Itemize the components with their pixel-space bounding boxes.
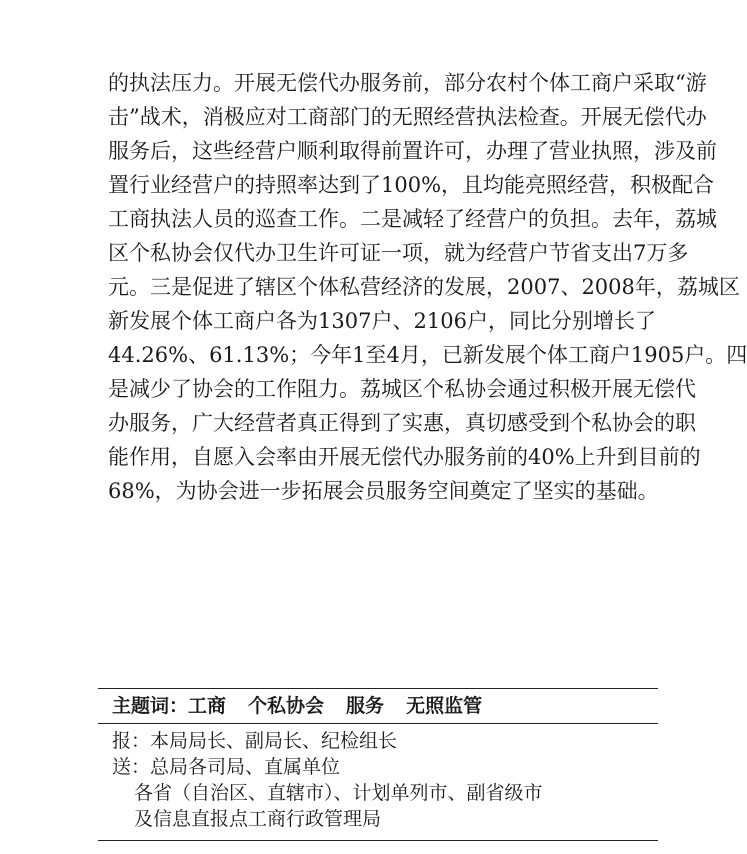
body-line: 68%，为协会进一步拓展会员服务空间奠定了坚实的基础。: [108, 479, 659, 503]
subject-term: 服务: [346, 695, 385, 717]
body-line: 是减少了协会的工作阻力。荔城区个私协会通过积极开展无偿代: [108, 377, 696, 401]
body-text: [108, 66, 747, 508]
subject-term: 无照监管: [406, 695, 483, 717]
body-line: 元。三是促进了辖区个体私营经济的发展，2007、2008年，荔城区: [108, 275, 740, 299]
body-line: 办服务，广大经营者真正得到了实惠，真切感受到个私协会的职: [108, 411, 696, 435]
body-line: 工商执法人员的巡查工作。二是减轻了经营户的负担。去年，荔城: [108, 207, 717, 231]
document-footer: [98, 688, 658, 841]
send-to-line: 送：总局各司局、直属单位: [112, 756, 341, 778]
subject-terms: [98, 689, 658, 723]
body-line: 服务后，这些经营户顺利取得前置许可，办理了营业执照，涉及前: [108, 139, 717, 163]
send-to-continuation: 各省（自治区、直辖市）、计划单列市、副省级市: [134, 782, 543, 804]
body-line: 置行业经营户的持照率达到了100%，且均能亮照经营，积极配合: [108, 173, 715, 197]
body-line: 的执法压力。开展无偿代办服务前，部分农村个体工商户采取“游: [108, 71, 707, 95]
body-line: 击”战术，消极应对工商部门的无照经营执法检查。开展无偿代办: [108, 105, 707, 129]
body-line: 能作用，自愿入会率由开展无偿代办服务前的40%上升到目前的: [108, 445, 701, 469]
body-line: 新发展个体工商户各为1307户、2106户，同比分别增长了: [108, 309, 656, 333]
distribution-list: [98, 724, 658, 840]
send-to-continuation: 及信息直报点工商行政管理局: [134, 808, 382, 830]
report-to-line: 报：本局局长、副局长、纪检组长: [112, 730, 398, 752]
subject-term: 个私协会: [248, 695, 325, 717]
body-line: 44.26%、61.13%；今年1至4月，已新发展个体工商户1905户。四: [108, 343, 747, 367]
subject-term: 工商: [188, 695, 227, 717]
subject-label: 主题词：: [112, 695, 189, 717]
body-line: 区个私协会仅代办卫生许可证一项，就为经营户节省支出7万多: [108, 241, 689, 265]
divider: [98, 840, 658, 841]
